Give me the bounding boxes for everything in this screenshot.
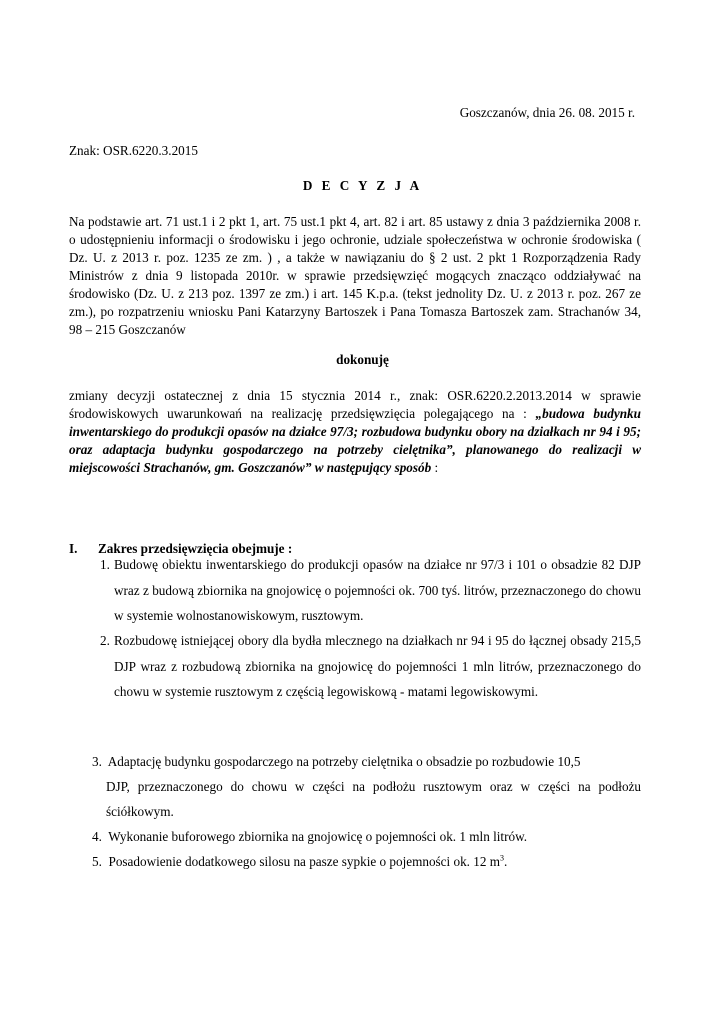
list-item-number: 1.	[100, 557, 110, 572]
list-item-text	[92, 749, 641, 774]
project-description: „budowa budynku inwentarskiego do produkcji opasów na działce 97/3; rozbudowa budynku obory na działkach nr 94 i 95; oraz adaptacja budynku gospodarczego na potrzeby cielętnika”, planowanego do realizacji w miejscowości Strachanów, gm. Goszczanów” w następujący sposób	[69, 406, 641, 475]
document-title: D E C Y Z J A	[302, 178, 423, 193]
list-item-first-line: Adaptację budynku gospodarczego na potrzeby cielętnika o obsadzie po rozbudowie 10,5	[107, 754, 581, 769]
place-date: Goszczanów, dnia 26. 08. 2015 r.	[459, 105, 635, 120]
list-item	[100, 628, 641, 705]
list-item-tail: .	[504, 854, 508, 869]
list-item-number: 3.	[92, 754, 102, 769]
list-item-text: Budowę obiektu inwentarskiego do produkcji opasów na działce nr 97/3 i 101 o obsadzie 82 DJP wraz z budową zbiornika na gnojowicę o pojemności ok. 700 tyś. litrów, przeznaczonego do chowu w systemie wolnostanowiskowym, rusztowym.	[114, 557, 641, 623]
list-item-text: Rozbudowę istniejącej obory dla bydła mlecznego na działkach nr 94 i 95 do łącznej obsady 215,5 DJP wraz z rozbudową zbiornika na gnojowicę do pojemności 1 mln litrów, przeznaczonego do chowu w systemie rusztowym z częścią legowiskową - matami legowiskowymi.	[114, 633, 641, 699]
superscript: 3	[500, 853, 505, 863]
legal-basis-paragraph: Na podstawie art. 71 ust.1 i 2 pkt 1, art. 75 ust.1 pkt 4, art. 82 i art. 85 ustawy z dnia 3 października 2008 r. o udostępnieniu informacji o środowisku i jego ochronie, udziale społeczeństwa w ochronie środowiska ( Dz. U. z 2013 r. poz. 1235 ze zm. ) , a także w nawiązaniu do § 2 ust. 2 pkt 1 Rozporządzenia Rady Ministrów z dnia 9 listopada 2010r. w sprawie przedsięwzięć mogących znacząco oddziaływać na środowisko (Dz. U. z 213 poz. 1397 ze zm.) i art. 145 K.p.a. (tekst jednolity Dz. U. z 2013 r. poz. 267 ze zm.), po rozpatrzeniu wniosku Pani Katarzyny Bartoszek i Pana Tomasza Bartoszek zam. Strachanów 34, 98 – 215 Goszczanów	[69, 214, 641, 337]
list-item-number: 5.	[92, 854, 102, 869]
list-item	[92, 749, 641, 824]
list-item-text	[92, 849, 641, 874]
section-title: Zakres przedsięwzięcia obejmuje :	[98, 541, 293, 556]
list-item-content: Wykonanie buforowego zbiornika na gnojowicę o pojemności ok. 1 mln litrów.	[108, 829, 528, 844]
list-item-number: 2.	[100, 633, 110, 648]
list-item	[92, 824, 641, 849]
list-item-content: Posadowienie dodatkowego silosu na pasze sypkie o pojemności ok. 12 m	[108, 854, 501, 869]
change-intro: zmiany decyzji ostatecznej z dnia 15 stycznia 2014 r., znak: OSR.6220.2.2013.2014 w sprawie środowiskowych uwarunkowań na realizację przedsięwzięcia polegającego na :	[69, 388, 641, 421]
reference-number: Znak: OSR.6220.3.2015	[69, 143, 198, 158]
change-paragraph	[69, 387, 641, 477]
change-end: :	[431, 460, 439, 475]
section-number: I.	[69, 541, 78, 556]
list-item-continuation: DJP, przeznaczonego do chowu w części na podłożu rusztowym oraz w części na podłożu ściółkowym.	[106, 779, 641, 819]
list-item	[100, 552, 641, 629]
list-item-text	[92, 824, 641, 849]
list-item-number: 4.	[92, 829, 102, 844]
decision-word: dokonuję	[336, 352, 389, 367]
list-item	[92, 849, 641, 874]
